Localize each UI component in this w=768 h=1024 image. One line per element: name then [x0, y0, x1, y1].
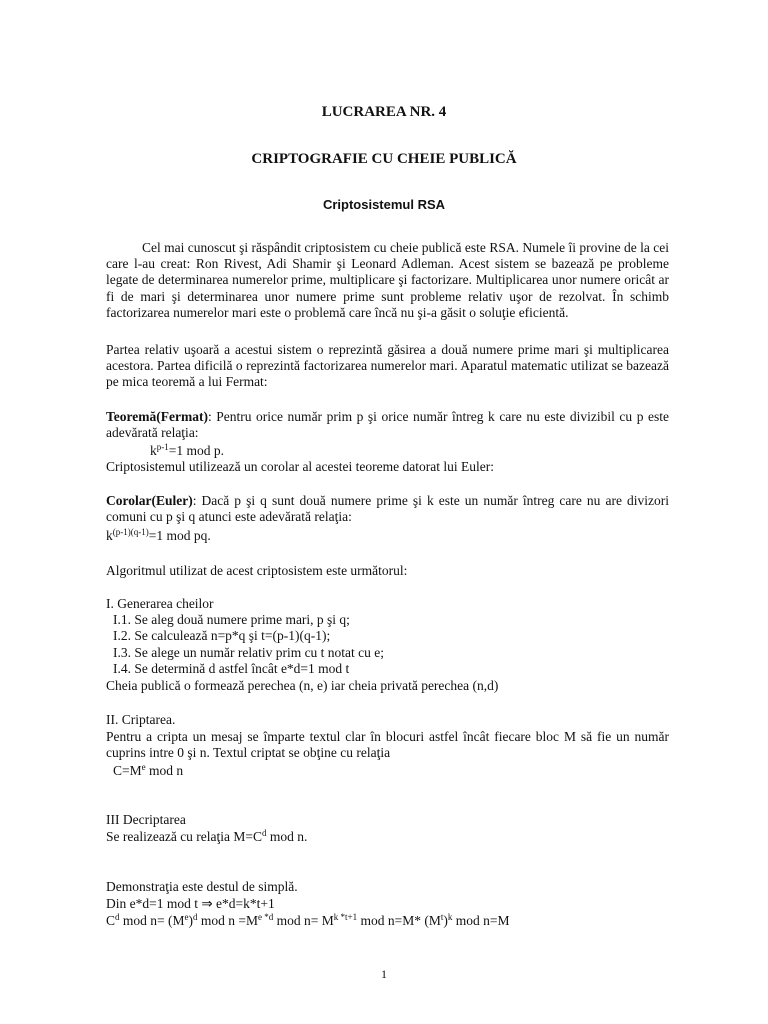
demo-line-1: Din e*d=1 mod t ⇒ e*d=k*t+1: [106, 896, 275, 911]
encryption-formula: $C=M^e$ mod n: [113, 762, 184, 778]
decryption-text: Se realizează cu relaţia $M=C^d$ mod n.: [106, 828, 308, 844]
corolar-label: Corolar(Euler): [106, 493, 193, 508]
section1-conclusion: Cheia publică o formează perechea (n, e) iar cheia privată perechea (n,d): [106, 678, 499, 693]
corolar-block: Corolar(Euler): Dacă p şi q sunt două numere prime şi k este un număr întreg care nu are divizori comuni cu p şi q atunci este adevărată relaţia:: [106, 493, 669, 525]
section2-heading: II. Criptarea.: [106, 712, 176, 727]
intro-paragraph: Cel mai cunoscut şi răspândit criptosistem cu cheie publică este RSA. Numele îi provine de la cei care l-au creat: Ron Rivest, Adi Shamir şi Leonard Adleman. Acest sistem se bazează pe probleme legate de determinarea numerelor prime, multiplicare şi factorizare. Multiplicarea unor numere oricât ar fi de mari şi determinarea unor numere prime sunt probleme relativ uşor de rezolvat. În schimb factorizarea numerelor mari este o problemă care încă nu şi-a găsit o soluţie eficientă.: [106, 240, 669, 320]
list-item: I.1. Se aleg două numere prime mari, p şi q;: [113, 612, 350, 627]
page-number: 1: [381, 967, 387, 981]
implies-arrow-icon: ⇒: [201, 896, 213, 911]
demo-line-2: $C^d$ mod $n= (M^e)^d$ mod $n =M^{e *d}$ mod $n= M^{k *t+1}$ mod n=M* $(M^t)^k$ mod n=M: [106, 912, 510, 928]
list-item: I.4. Se determină d astfel încât e*d=1 mod t: [113, 661, 350, 676]
list-item: I.3. Se alege un număr relativ prim cu t notat cu e;: [113, 645, 385, 660]
theorem-formula: $k^{p-1}=1$ mod p.: [150, 442, 224, 458]
page-title: LUCRAREA NR. 4: [321, 104, 447, 120]
section-title: Criptosistemul RSA: [322, 197, 446, 212]
page-subtitle: CRIPTOGRAFIE CU CHEIE PUBLICĂ: [251, 151, 517, 167]
section2-text: Pentru a cripta un mesaj se împarte textul clar în blocuri astfel încât fiecare bloc M să fie un număr cuprins intre 0 şi n. Textul criptat se obţine cu relaţia: [106, 729, 669, 761]
corolar-formula: $k^{(p-1)(q-1)}=1$ mod pq.: [106, 527, 211, 543]
intro-paragraph-2: Partea relativ uşoară a acestui sistem o reprezintă găsirea a două numere prime mari şi multiplicarea acestora. Partea dificilă o reprezintă factorizarea numerelor mari. Aparatul matematic utilizat se bazează pe mica teoremă a lui Fermat:: [106, 342, 669, 390]
corolar-intro: Criptosistemul utilizează un corolar al acestei teoreme datorat lui Euler:: [106, 459, 494, 474]
demo-intro: Demonstraţia este destul de simplă.: [106, 879, 298, 894]
section3-heading: III Decriptarea: [106, 812, 186, 827]
list-item: I.2. Se calculează n=p*q şi t=(p-1)(q-1);: [113, 628, 331, 643]
section1-heading: I. Generarea cheilor: [106, 596, 214, 611]
theorem-label: Teoremă(Fermat): [106, 409, 208, 424]
theorem-block: Teoremă(Fermat): Pentru orice număr prim p şi orice număr întreg k care nu este divizibil cu p este adevărată relaţia:: [106, 409, 669, 441]
algorithm-intro: Algoritmul utilizat de acest criptosistem este următorul:: [106, 563, 408, 578]
